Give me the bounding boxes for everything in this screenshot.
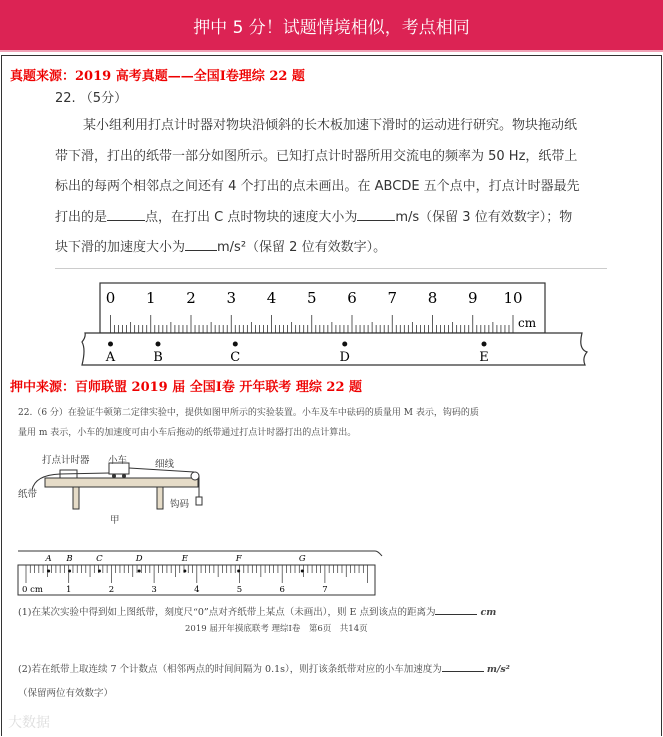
- ruler-tick-label: 9: [467, 289, 478, 307]
- tape-point-label: C: [230, 350, 241, 365]
- tape-point-label: A: [45, 554, 52, 564]
- unit: cm: [480, 607, 497, 618]
- body-line: 带下滑，打出的纸带一部分如图所示。已知打点计时器所用交流电的频率为 50 Hz，纸带上: [55, 148, 578, 164]
- tape-point-label: B: [66, 554, 73, 564]
- answer-blank: [435, 605, 477, 615]
- ruler-tick-label: 3: [226, 289, 237, 307]
- question-note: （保留两位有效数字）: [18, 688, 114, 699]
- watermark: 大数据: [8, 715, 50, 731]
- label-string: 细线: [155, 459, 175, 470]
- tape-point-label: G: [298, 554, 306, 564]
- tape-point: [68, 570, 71, 573]
- question-part-1: [18, 604, 496, 618]
- figure-caption: 甲: [110, 515, 120, 526]
- tape-point-label: B: [153, 350, 163, 365]
- body-line: 标出的每两个相邻点之间还有 4 个打出的点未画出。在 ABCDE 五个点中，打点计时器最先: [55, 179, 580, 194]
- ruler-tick-label: 8: [427, 289, 438, 307]
- source2-title: 押中来源：百师联盟 2019 届 全国Ⅰ卷 开年联考 理综 22 题: [10, 380, 363, 395]
- ruler-tick-label: 7: [322, 585, 328, 595]
- question-part-2: [18, 661, 510, 675]
- label-weight: 钩码: [170, 499, 190, 510]
- text: (1)在某次实验中得到如上图纸带，刻度尺“0”点对齐纸带上某点（未画出），则 E 点到该点的距离为: [18, 607, 436, 618]
- tape-point-label: F: [235, 554, 242, 564]
- ruler-tick-label: 10: [503, 289, 523, 307]
- ruler-tick-label: 0: [105, 289, 116, 307]
- text: 点，在打出 C 点时物块的速度大小为: [145, 209, 358, 225]
- text: m/s（保留 3 位有效数字）；物: [395, 209, 573, 225]
- banner-title: 押中 5 分！试题情境相似，考点相同: [0, 0, 663, 52]
- body-line: 某小组利用打点计时器对物块沿倾斜的长木板加速下滑时的运动进行研究。物块拖动纸: [83, 118, 578, 133]
- page-footer: 2019 届开年摸底联考 理综Ⅰ卷 第6页 共14页: [185, 624, 368, 634]
- tape-point-label: D: [339, 350, 350, 365]
- ruler-tick-label: 0 cm: [22, 585, 43, 595]
- text: (2)若在纸带上取连续 7 个计数点（相邻两点的时间间隔为 0.1s），则打该条纸带对应的小车加速度为: [18, 664, 442, 675]
- text: 块下滑的加速度大小为: [55, 240, 186, 255]
- label-cart: 小车: [108, 455, 128, 466]
- unit: m/s²: [486, 664, 510, 675]
- tape-point: [301, 570, 304, 573]
- ruler-tick-label: 4: [266, 289, 277, 307]
- ruler-tick-label: 5: [236, 585, 243, 595]
- tape-point: [47, 570, 50, 573]
- answer-blank: [442, 662, 484, 672]
- tape-point-label: D: [135, 554, 143, 564]
- label-tape: 纸带: [18, 489, 38, 500]
- ruler-tick-label: 6: [279, 585, 285, 595]
- intro-line: 量用 m 表示，小车的加速度可由小车后拖动的纸带通过打点计时器打出的点计算出。: [18, 428, 357, 438]
- tape-point-label: C: [96, 554, 103, 564]
- tape-point-label: A: [105, 350, 116, 365]
- ruler-tick-label: 2: [108, 585, 115, 595]
- tape-point-label: E: [181, 554, 188, 564]
- intro-line: 22.（6 分）在验证牛顿第二定律实验中，提供如图甲所示的实验装置。小车及车中砝码的质量用 M 表示，钩码的质: [18, 408, 479, 418]
- ruler-tick-label: 6: [347, 289, 357, 307]
- tape-point: [237, 570, 240, 573]
- ruler-tick-label: 5: [306, 289, 317, 307]
- ruler-unit: cm: [518, 316, 537, 330]
- ruler-tick-label: 1: [65, 585, 72, 595]
- source1-title: 真题来源：2019 高考真题——全国Ⅰ卷理综 22 题: [10, 69, 305, 84]
- text: m/s²（保留 2 位有效数字）。: [217, 240, 387, 255]
- ruler-tick-label: 2: [186, 289, 196, 307]
- tape-point: [138, 570, 141, 573]
- tape-point-label: E: [479, 350, 489, 365]
- ruler-tick-label: 3: [151, 585, 157, 595]
- question-number: 22. （5分）: [55, 91, 128, 106]
- ruler-tick-label: 4: [194, 585, 200, 595]
- text: 打出的是: [55, 209, 108, 225]
- label-timer: 打点计时器: [42, 455, 90, 466]
- tape-point: [183, 570, 186, 573]
- ruler-tick-label: 1: [145, 289, 156, 307]
- ruler-tick-label: 7: [387, 289, 398, 307]
- tape-point: [98, 570, 101, 573]
